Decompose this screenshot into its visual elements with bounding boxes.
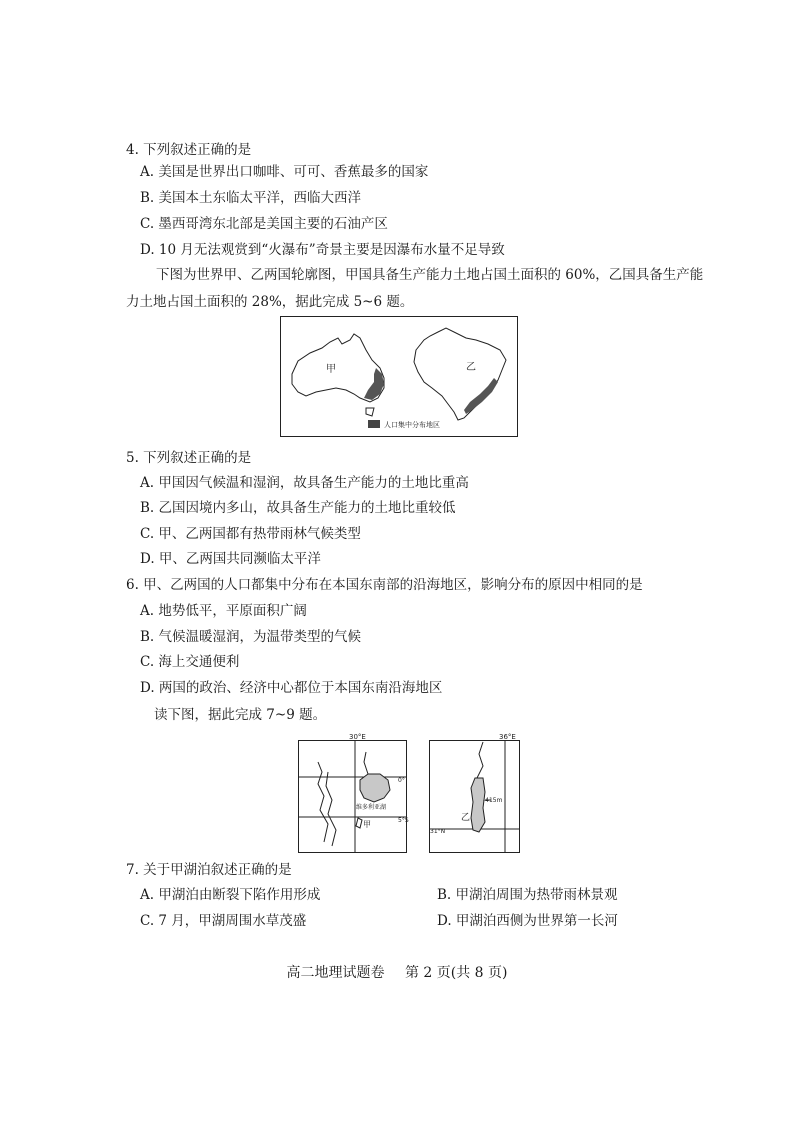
q5-option-b: B. 乙国因境内多山，故具备生产能力的土地比重较低	[140, 500, 456, 516]
lake-jia-label: 甲	[363, 820, 371, 829]
q5-option-c: C. 甲、乙两国都有热带雨林气候类型	[140, 526, 361, 542]
q4-option-d: D. 10 月无法观赏到“火瀑布”奇景主要是因瀑布水量不足导致	[140, 242, 505, 258]
q7-option-d: D. 甲湖泊西侧为世界第一长河	[437, 913, 618, 929]
q7-option-c: C. 7 月，甲湖周围水草茂盛	[140, 913, 307, 929]
q7-stem: 7. 关于甲湖泊叙述正确的是	[126, 862, 292, 878]
q4-option-b: B. 美国本土东临太平洋，西临大西洋	[140, 190, 362, 206]
intro-7-9: 读下图，据此完成 7~9 题。	[154, 707, 327, 723]
q6-option-c: C. 海上交通便利	[140, 654, 240, 670]
label-jia: 甲	[326, 364, 336, 375]
right-lon-label: 36°E	[499, 733, 516, 741]
q6-option-b: B. 气候温暖湿润，为温带类型的气候	[140, 629, 362, 645]
q6-option-a: A. 地势低平，平原面积广阔	[140, 603, 307, 619]
footer-page-number: 第 2 页(共 8 页)	[404, 965, 508, 981]
left-lat0-label: 0°	[398, 777, 405, 784]
lake-yi	[471, 778, 485, 832]
q4-option-a: A. 美国是世界出口咖啡、可可、香蕉最多的国家	[140, 164, 429, 180]
legend-label: 人口集中分布地区	[384, 421, 440, 429]
country-outline-map	[280, 316, 518, 437]
intro-5-6-line1: 下图为世界甲、乙两国轮廓图，甲国具备生产能力土地占国土面积的 60%，乙国具备生产能	[156, 267, 704, 283]
q5-option-a: A. 甲国因气候温和湿润，故具备生产能力的土地比重高	[140, 475, 469, 491]
intro-5-6-line2: 力土地占国土面积的 28%，据此完成 5~6 题。	[126, 294, 414, 310]
legend-swatch	[368, 420, 380, 428]
q4-stem: 4. 下列叙述正确的是	[126, 142, 252, 158]
lake-map-left	[298, 732, 410, 854]
page-footer	[0, 962, 794, 982]
footer-title: 高二地理试题卷	[286, 965, 385, 981]
lake-victoria-name: 维多利亚湖	[356, 804, 387, 811]
left-lon-label: 30°E	[349, 733, 366, 741]
q4-option-c: C. 墨西哥湾东北部是美国主要的石油产区	[140, 216, 388, 232]
q5-option-d: D. 甲、乙两国共同濒临太平洋	[140, 551, 321, 567]
q5-stem: 5. 下列叙述正确的是	[126, 450, 252, 466]
lake-map-right	[429, 732, 521, 854]
lake-yi-label: 乙	[461, 813, 471, 823]
right-lat-label: 31°N	[430, 828, 446, 835]
label-yi: 乙	[466, 362, 476, 373]
q6-stem: 6. 甲、乙两国的人口都集中分布在本国东南部的沿海地区，影响分布的原因中相同的是	[126, 577, 643, 593]
tasmania-outline	[366, 408, 374, 416]
q7-option-b: B. 甲湖泊周围为热带雨林景观	[437, 887, 618, 903]
q6-option-d: D. 两国的政治、经济中心都位于本国东南沿海地区	[140, 680, 443, 696]
right-elev-label: -415m	[483, 797, 503, 804]
left-lat5-label: 5°S	[398, 817, 409, 824]
q7-option-a: A. 甲湖泊由断裂下陷作用形成	[140, 887, 321, 903]
